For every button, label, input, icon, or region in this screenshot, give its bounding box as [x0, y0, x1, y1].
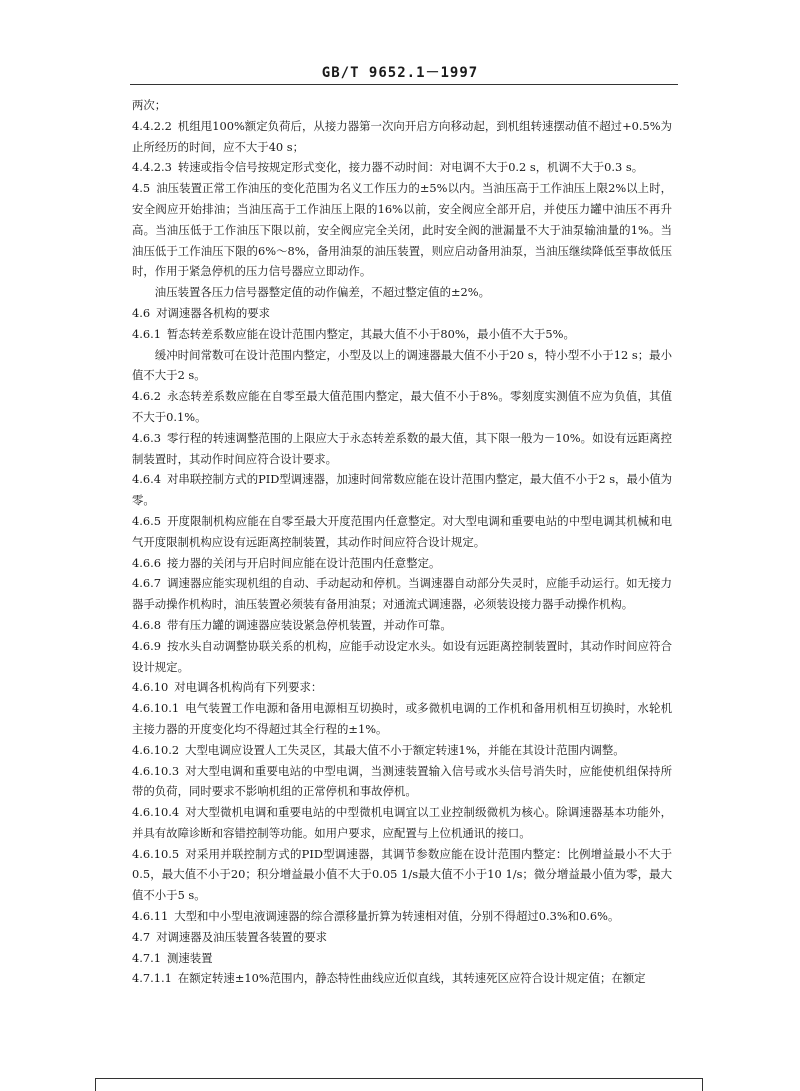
- clause-text: 对采用并联控制方式的PID型调速器，其调节参数应能在设计范围内整定：比例增益最小不大于0.5，最大值不小于20；积分增益最小值不大于0.05 1/s最大值不小于10 1/s；微分增益最小值为零，最大值不小于5 s。: [132, 846, 672, 903]
- clause-text: 对大型电调和重要电站的中型电调，当测速装置输入信号或水头信号消失时，应能使机组保持所带的负荷，同时要求不影响机组的正常停机和事故停机。: [132, 763, 672, 799]
- paragraph: [132, 282, 672, 303]
- clause-number: 4.4.2.3: [132, 160, 172, 175]
- clause-number: 4.6.10: [132, 680, 169, 695]
- clause-text: 大型和中小型电液调速器的综合漂移量折算为转速相对值，分别不得超过0.3%和0.6%。: [174, 909, 620, 924]
- clause-text: 对电调各机构尚有下列要求：: [174, 680, 323, 695]
- clause-number: 4.6.1: [132, 326, 161, 341]
- paragraph: [132, 178, 672, 282]
- clause-text: 永态转差系数应能在自零至最大值范围内整定，最大值不小于8%。零刻度实测值不应为负值，其值不大于0.1%。: [132, 389, 672, 424]
- paragraph: [132, 553, 672, 574]
- footer-rule-left: [95, 1078, 96, 1091]
- clause-number: 4.6.10.1: [132, 701, 180, 716]
- clause-text: 大型电调应设置人工失灵区，其最大值不小于额定转速1%，并能在其设计范围内调整。: [185, 742, 625, 757]
- clause-text: 测速装置: [166, 950, 213, 965]
- clause-number: 4.6.4: [132, 472, 161, 487]
- paragraph: [132, 740, 672, 761]
- clause-text: 对调速器及油压装置各装置的要求: [156, 929, 327, 944]
- paragraph: [132, 906, 672, 927]
- paragraph: [132, 386, 672, 428]
- clause-number: 4.7: [132, 929, 151, 944]
- paragraph: [132, 636, 672, 678]
- paragraph: [132, 968, 672, 989]
- clause-number: 4.6.10.2: [132, 742, 180, 757]
- clause-text: 机组甩100%额定负荷后，从接力器第一次向开启方向移动起，到机组转速摆动值不超过+0.5%为止所经历的时间，应不大于40 s；: [132, 118, 672, 154]
- clause-number: 4.6.9: [132, 638, 161, 653]
- clause-number: 4.6.6: [132, 555, 161, 570]
- clause-text: 对串联控制方式的PID型调速器，加速时间常数应能在设计范围内整定，最大值不小于2 s，最小值为零。: [132, 472, 673, 508]
- clause-text: 油压装置各压力信号器整定值的动作偏差，不超过整定值的±2%。: [154, 285, 490, 300]
- paragraph: [132, 428, 672, 470]
- clause-text: 转速或指令信号按规定形式变化，接力器不动时间：对电调不大于0.2 s，机调不大于0.3 s。: [177, 160, 644, 175]
- paragraph: [132, 761, 672, 803]
- paragraph: [132, 469, 672, 511]
- clause-number: 4.6.10.5: [132, 846, 180, 861]
- clause-text: 带有压力罐的调速器应装设紧急停机装置，并动作可靠。: [166, 617, 452, 632]
- header-rule: [130, 84, 678, 85]
- standard-code-header: GB/T 9652.1－1997: [321, 65, 479, 81]
- clause-number: 4.6.11: [132, 909, 169, 924]
- clause-number: 4.6.10.4: [132, 805, 180, 820]
- document-body: [132, 95, 672, 989]
- clause-number: 4.6.10.3: [132, 763, 180, 778]
- clause-text: 电气装置工作电源和备用电源相互切换时，或多微机电调的工作机和备用机相互切换时，水轮机主接力器的开度变化均不得超过其全行程的±1%。: [132, 701, 672, 736]
- clause-number: 4.5: [132, 181, 151, 196]
- paragraph: [132, 844, 672, 906]
- paragraph: [132, 677, 672, 698]
- paragraph: [132, 324, 672, 345]
- clause-number: 4.6: [132, 305, 151, 320]
- paragraph: [132, 615, 672, 636]
- paragraph: [132, 303, 672, 324]
- clause-number: 4.6.2: [132, 389, 161, 404]
- clause-text: 开度限制机构应能在自零至最大开度范围内任意整定。对大型电调和重要电站的中型电调其机械和电气开度限制机构应设有远距离控制装置，其动作时间应符合设计规定。: [132, 513, 672, 549]
- clause-text: 两次；: [132, 98, 167, 112]
- footer-rule-right: [702, 1078, 703, 1091]
- clause-text: 按水头自动调整协联关系的机构，应能手动设定水头。如设有远距离控制装置时，其动作时间应符合设计规定。: [132, 638, 672, 674]
- paragraph: [132, 116, 672, 158]
- clause-number: 4.6.5: [132, 513, 161, 528]
- clause-text: 缓冲时间常数可在设计范围内整定，小型及以上的调速器最大值不小于20 s，特小型不小于12 s；最小值不大于2 s。: [132, 347, 672, 383]
- clause-number: 4.6.3: [132, 430, 161, 445]
- paragraph: [132, 948, 672, 969]
- clause-text: 在额定转速±10%范围内，静态特性曲线应近似直线，其转速死区应符合设计规定值；在额定: [177, 971, 646, 986]
- footer-rule: [95, 1078, 703, 1079]
- clause-number: 4.7.1.1: [132, 971, 172, 986]
- paragraph: [132, 95, 672, 116]
- paragraph: [132, 698, 672, 740]
- clause-number: 4.6.7: [132, 576, 161, 591]
- paragraph: [132, 511, 672, 553]
- clause-text: 暂态转差系数应能在设计范围内整定，其最大值不小于80%，最小值不大于5%。: [166, 326, 575, 341]
- clause-text: 接力器的关闭与开启时间应能在设计范围内任意整定。: [166, 555, 441, 570]
- paragraph: [132, 802, 672, 844]
- clause-number: 4.4.2.2: [132, 118, 172, 133]
- paragraph: [132, 157, 672, 178]
- clause-text: 零行程的转速调整范围的上限应大于永态转差系数的最大值，其下限一般为－10%。如设有远距离控制装置时，其动作时间应符合设计要求。: [132, 430, 672, 466]
- clause-number: 4.7.1: [132, 950, 161, 965]
- clause-number: 4.6.8: [132, 617, 161, 632]
- clause-text: 对调速器各机构的要求: [156, 305, 271, 320]
- paragraph: [132, 573, 672, 615]
- paragraph: [132, 927, 672, 948]
- clause-text: 油压装置正常工作油压的变化范围为名义工作压力的±5%以内。当油压高于工作油压上限2%以上时，安全阀应开始排油；当油压高于工作油压上限的16%以前，安全阀应全部开启，并使压力罐中油压不再升高。当油压低于工作油压下限以前，安全阀应完全关闭，此时安全阀的泄漏量不大于油泵输油量的1%。当油压低于工作油压下限的6%～8%，备用油泵的油压装置，则应启动备用油泵，当油压继续降低至事故低压时，作用于紧急停机的压力信号器应立即动作。: [132, 181, 672, 279]
- clause-text: 对大型微机电调和重要电站的中型微机电调宜以工业控制级微机为核心。除调速器基本功能外，并具有故障诊断和容错控制等功能。如用户要求，应配置与上位机通讯的接口。: [132, 805, 672, 840]
- clause-text: 调速器应能实现机组的自动、手动起动和停机。当调速器自动部分失灵时，应能手动运行。如无接力器手动操作机构时，油压装置必须装有备用油泵；对通流式调速器，必须装设接力器手动操作机构。: [132, 576, 672, 612]
- paragraph: [132, 345, 672, 387]
